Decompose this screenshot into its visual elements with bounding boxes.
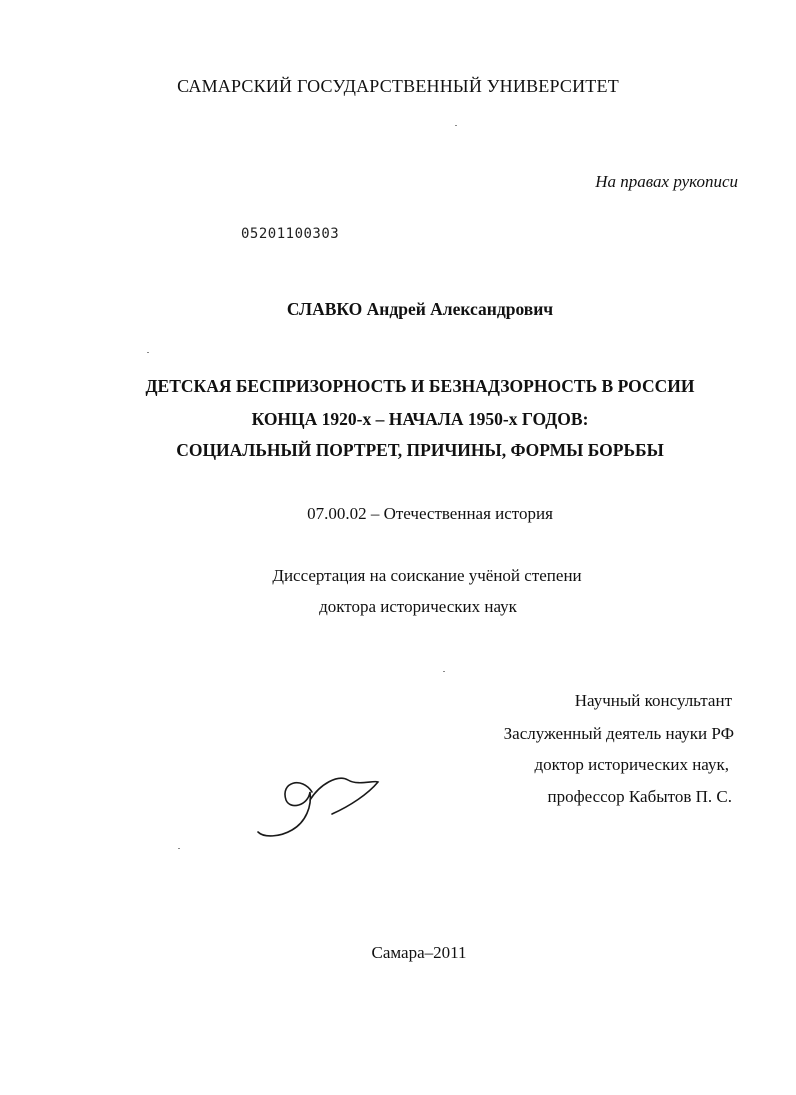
- scan-speck: [178, 848, 180, 849]
- manuscript-note: На правах рукописи: [595, 172, 738, 191]
- registration-code: 05201100303: [241, 226, 340, 242]
- title-line-2: КОНЦА 1920-х – НАЧАЛА 1950-х ГОДОВ:: [251, 409, 589, 429]
- consultant-degree: доктор исторических наук,: [534, 755, 729, 774]
- signature: [250, 770, 390, 845]
- city-year: Самара–2011: [371, 943, 467, 962]
- title-line-3: СОЦИАЛЬНЫЙ ПОРТРЕТ, ПРИЧИНЫ, ФОРМЫ БОРЬБЫ: [176, 440, 664, 460]
- scan-speck: [443, 671, 445, 672]
- scan-speck: [455, 125, 457, 126]
- author-name: СЛАВКО Андрей Александрович: [286, 299, 554, 319]
- consultant-label: Научный консультант: [574, 691, 732, 710]
- university-name: САМАРСКИЙ ГОСУДАРСТВЕННЫЙ УНИВЕРСИТЕТ: [177, 76, 619, 96]
- title-line-1: ДЕТСКАЯ БЕСПРИЗОРНОСТЬ И БЕЗНАДЗОРНОСТЬ В РОССИИ: [145, 376, 695, 396]
- scan-speck: [147, 352, 149, 353]
- dissertation-line-2: доктора исторических наук: [319, 597, 517, 616]
- specialty: 07.00.02 – Отечественная история: [307, 504, 553, 523]
- consultant-name: профессор Кабытов П. С.: [547, 787, 732, 806]
- dissertation-line-1: Диссертация на соискание учёной степени: [272, 566, 582, 585]
- consultant-honor: Заслуженный деятель науки РФ: [503, 724, 734, 743]
